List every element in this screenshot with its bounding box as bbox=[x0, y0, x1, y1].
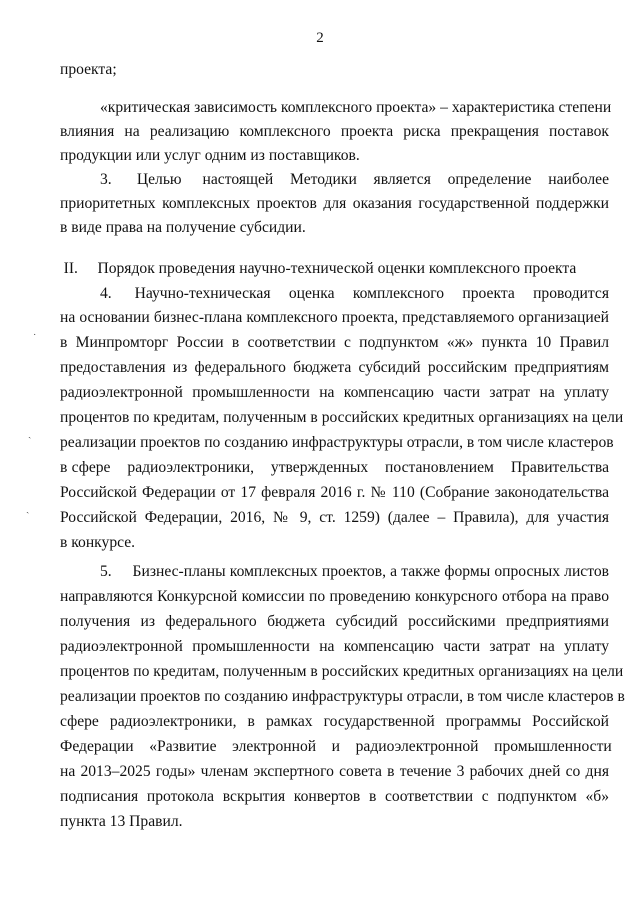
scan-mark: ˎ bbox=[26, 503, 30, 514]
scan-mark: ˙ bbox=[33, 333, 37, 344]
page-number: 2 bbox=[316, 30, 324, 46]
text-line: на 2013–2025 годы» членам экспертного совета в течение 3 рабочих дней со дня bbox=[60, 763, 609, 780]
text-line: получения из федерального бюджета субсидий российскими предприятиями bbox=[60, 613, 609, 630]
section-heading: II. Порядок проведения научно-технической оценки комплексного проекта bbox=[63, 260, 577, 277]
text-line: продукции или услуг одним из поставщиков. bbox=[60, 147, 360, 164]
text-line: реализации проектов по созданию инфраструктуры отрасли, в том числе кластеров bbox=[60, 434, 614, 451]
text-line: Российской Федерации от 17 февраля 2016 г. № 110 (Собрание законодательства bbox=[60, 484, 609, 501]
text-line: «критическая зависимость комплексного проекта» – характеристика степени bbox=[100, 99, 612, 116]
text-line: в Минпромторг России в соответствии с подпунктом «ж» пункта 10 Правил bbox=[60, 334, 609, 351]
text-line: радиоэлектронной промышленности на компенсацию части затрат на уплату bbox=[60, 638, 609, 655]
text-line: 4. Научно-техническая оценка комплексного проекта проводится bbox=[100, 285, 609, 302]
text-line: подписания протокола вскрытия конвертов в соответствии с подпунктом «б» bbox=[60, 788, 609, 805]
text-line: радиоэлектронной промышленности на компенсацию части затрат на уплату bbox=[60, 384, 609, 401]
text-line: направляются Конкурсной комиссии по проведению конкурсного отбора на право bbox=[60, 588, 609, 605]
text-line: пункта 13 Правил. bbox=[60, 813, 183, 830]
text-line: Российской Федерации, 2016, № 9, ст. 1259) (далее – Правила), для участия bbox=[60, 509, 609, 526]
text-line: реализации проектов по созданию инфраструктуры отрасли, в том числе кластеров в bbox=[60, 688, 625, 705]
text-line: в виде права на получение субсидии. bbox=[60, 219, 306, 236]
text-line: Федерации «Развитие электронной и радиоэлектронной промышленности bbox=[60, 738, 612, 755]
text-line: влияния на реализацию комплексного проекта риска прекращения поставок bbox=[60, 123, 609, 140]
text-line: в сфере радиоэлектроники, утвержденных постановлением Правительства bbox=[60, 459, 609, 476]
scan-mark: ˏ bbox=[28, 428, 32, 439]
text-line: в конкурсе. bbox=[60, 534, 136, 551]
text-line: приоритетных комплексных проектов для оказания государственной поддержки bbox=[60, 195, 609, 212]
text-line: процентов по кредитам, полученным в российских кредитных организациях на цели bbox=[60, 409, 624, 426]
text-line: предоставления из федерального бюджета субсидий российским предприятиям bbox=[60, 359, 609, 376]
text-line: сфере радиоэлектроники, в рамках государственной программы Российской bbox=[60, 713, 609, 730]
text-line: 5. Бизнес-планы комплексных проектов, а также формы опросных листов bbox=[100, 563, 609, 580]
text-line: процентов по кредитам, полученным в российских кредитных организациях на цели bbox=[60, 663, 624, 680]
text-line: на основании бизнес-плана комплексного проекта, представляемого организацией bbox=[60, 309, 609, 326]
text-line: проекта; bbox=[60, 61, 117, 78]
text-line: 3. Целью настоящей Методики является определение наиболее bbox=[100, 171, 609, 188]
